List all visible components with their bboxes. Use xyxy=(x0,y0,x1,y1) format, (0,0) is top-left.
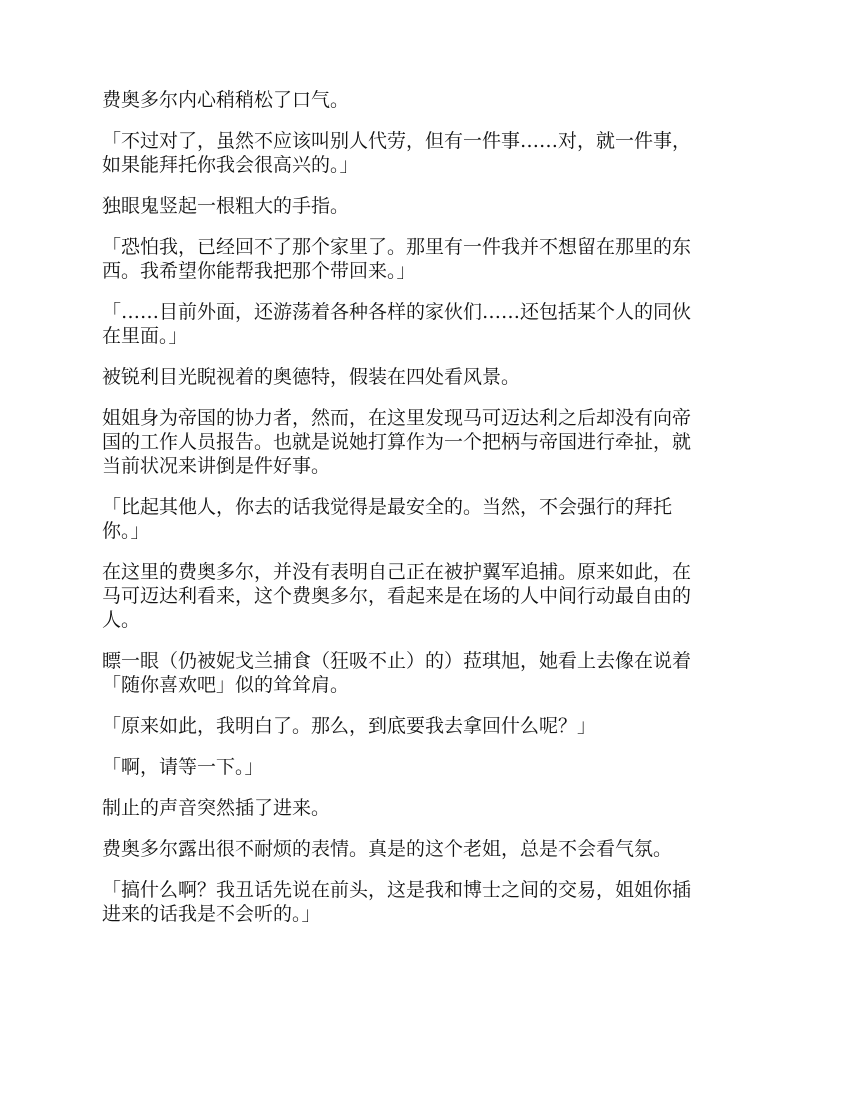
paragraph: 「不过对了，虽然不应该叫别人代劳，但有一件事……对，就一件事， 如果能拜托你我会很高兴的。」 xyxy=(102,130,692,176)
paragraph: 被锐利目光睨视着的奥德特，假装在四处看风景。 xyxy=(102,366,521,388)
paragraph: 制止的声音突然插了进来。 xyxy=(102,797,331,819)
paragraph: 「原来如此，我明白了。那么，到底要我去拿回什么呢？」 xyxy=(102,715,597,737)
document-body xyxy=(102,88,748,943)
paragraph: 「比起其他人，你去的话我觉得是最安全的。当然，不会强行的拜托 你。」 xyxy=(102,496,673,542)
paragraph: 费奥多尔露出很不耐烦的表情。真是的这个老姐，总是不会看气氛。 xyxy=(102,838,673,860)
paragraph: 「啊，请等一下。」 xyxy=(102,756,264,778)
paragraph: 「搞什么啊？我丑话先说在前头，这是我和博士之间的交易，姐姐你插 进来的话我是不会听的。」 xyxy=(102,879,692,925)
paragraph: 费奥多尔内心稍稍松了口气。 xyxy=(102,89,350,111)
paragraph: 「恐怕我，已经回不了那个家里了。那里有一件我并不想留在那里的东 西。我希望你能帮我把那个带回来。」 xyxy=(102,236,692,282)
paragraph: 「……目前外面，还游荡着各种各样的家伙们……还包括某个人的同伙 在里面。」 xyxy=(102,301,692,347)
paragraph: 瞟一眼（仍被妮戈兰捕食（狂吸不止）的）菈琪旭，她看上去像在说着 「随你喜欢吧」似的耸耸肩。 xyxy=(102,650,692,696)
paragraph: 在这里的费奥多尔，并没有表明自己正在被护翼军追捕。原来如此，在 马可迈达利看来，这个费奥多尔，看起来是在场的人中间行动最自由的 人。 xyxy=(102,561,692,631)
paragraph: 姐姐身为帝国的协力者，然而，在这里发现马可迈达利之后却没有向帝 国的工作人员报告。也就是说她打算作为一个把柄与帝国进行牵扯，就 当前状况来讲倒是件好事。 xyxy=(102,407,692,477)
paragraph: 独眼鬼竖起一根粗大的手指。 xyxy=(102,195,350,217)
